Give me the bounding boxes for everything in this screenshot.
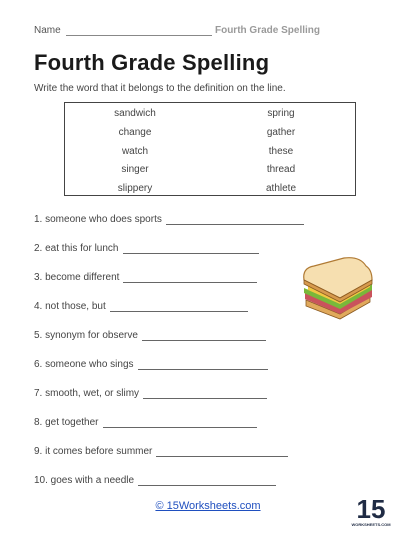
header-brand: Fourth Grade Spelling — [214, 25, 320, 36]
word-bank-item: thread — [266, 164, 296, 176]
question-text: 2. eat this for lunch — [34, 243, 119, 254]
question-text: 10. goes with a needle — [34, 475, 135, 486]
question-item — [34, 475, 276, 486]
word-bank-item: gather — [266, 126, 296, 138]
footer-link[interactable]: © 15Worksheets.com — [155, 500, 261, 512]
logo-subtext: WORKSHEETS.COM — [351, 522, 391, 527]
word-bank-item: these — [268, 145, 294, 157]
question-text: 6. someone who sings — [34, 359, 134, 370]
answer-line[interactable] — [103, 417, 257, 428]
word-bank-left-column — [75, 108, 195, 202]
name-label: Name — [34, 25, 61, 36]
word-bank-item: change — [118, 126, 152, 138]
question-item — [34, 214, 304, 225]
answer-line[interactable] — [138, 359, 268, 370]
question-item — [34, 359, 268, 370]
question-item — [34, 446, 288, 457]
answer-line[interactable] — [138, 475, 276, 486]
15worksheets-logo — [351, 494, 391, 528]
word-bank-item: athlete — [265, 183, 297, 195]
answer-line[interactable] — [156, 446, 288, 457]
question-text: 1. someone who does sports — [34, 214, 162, 225]
name-line[interactable] — [66, 35, 212, 36]
answer-line[interactable] — [123, 243, 259, 254]
question-text: 8. get together — [34, 417, 99, 428]
question-text: 5. synonym for observe — [34, 330, 138, 341]
question-item — [34, 417, 257, 428]
question-item — [34, 388, 267, 399]
question-item — [34, 301, 248, 312]
instructions: Write the word that it belongs to the definition on the line. — [34, 83, 286, 94]
word-bank-item: singer — [121, 164, 149, 176]
question-text: 7. smooth, wet, or slimy — [34, 388, 140, 399]
answer-line[interactable] — [123, 272, 257, 283]
logo-number: 15 — [356, 494, 386, 524]
answer-line[interactable] — [110, 301, 248, 312]
question-item — [34, 330, 266, 341]
answer-line[interactable] — [143, 388, 267, 399]
question-item — [34, 243, 259, 254]
word-bank-item: slippery — [117, 183, 153, 195]
question-text: 4. not those, but — [34, 301, 106, 312]
word-bank-right-column — [221, 108, 341, 202]
question-text: 3. become different — [34, 272, 120, 283]
word-bank — [64, 102, 356, 196]
name-header — [34, 25, 320, 39]
word-bank-item: watch — [121, 145, 149, 157]
answer-line[interactable] — [142, 330, 266, 341]
word-bank-item: spring — [267, 108, 295, 119]
word-bank-item: sandwich — [114, 108, 156, 119]
answer-line[interactable] — [166, 214, 304, 225]
sandwich-illustration — [300, 256, 374, 320]
question-text: 9. it comes before summer — [34, 446, 153, 457]
question-item — [34, 272, 257, 283]
page-title: Fourth Grade Spelling — [34, 50, 270, 75]
